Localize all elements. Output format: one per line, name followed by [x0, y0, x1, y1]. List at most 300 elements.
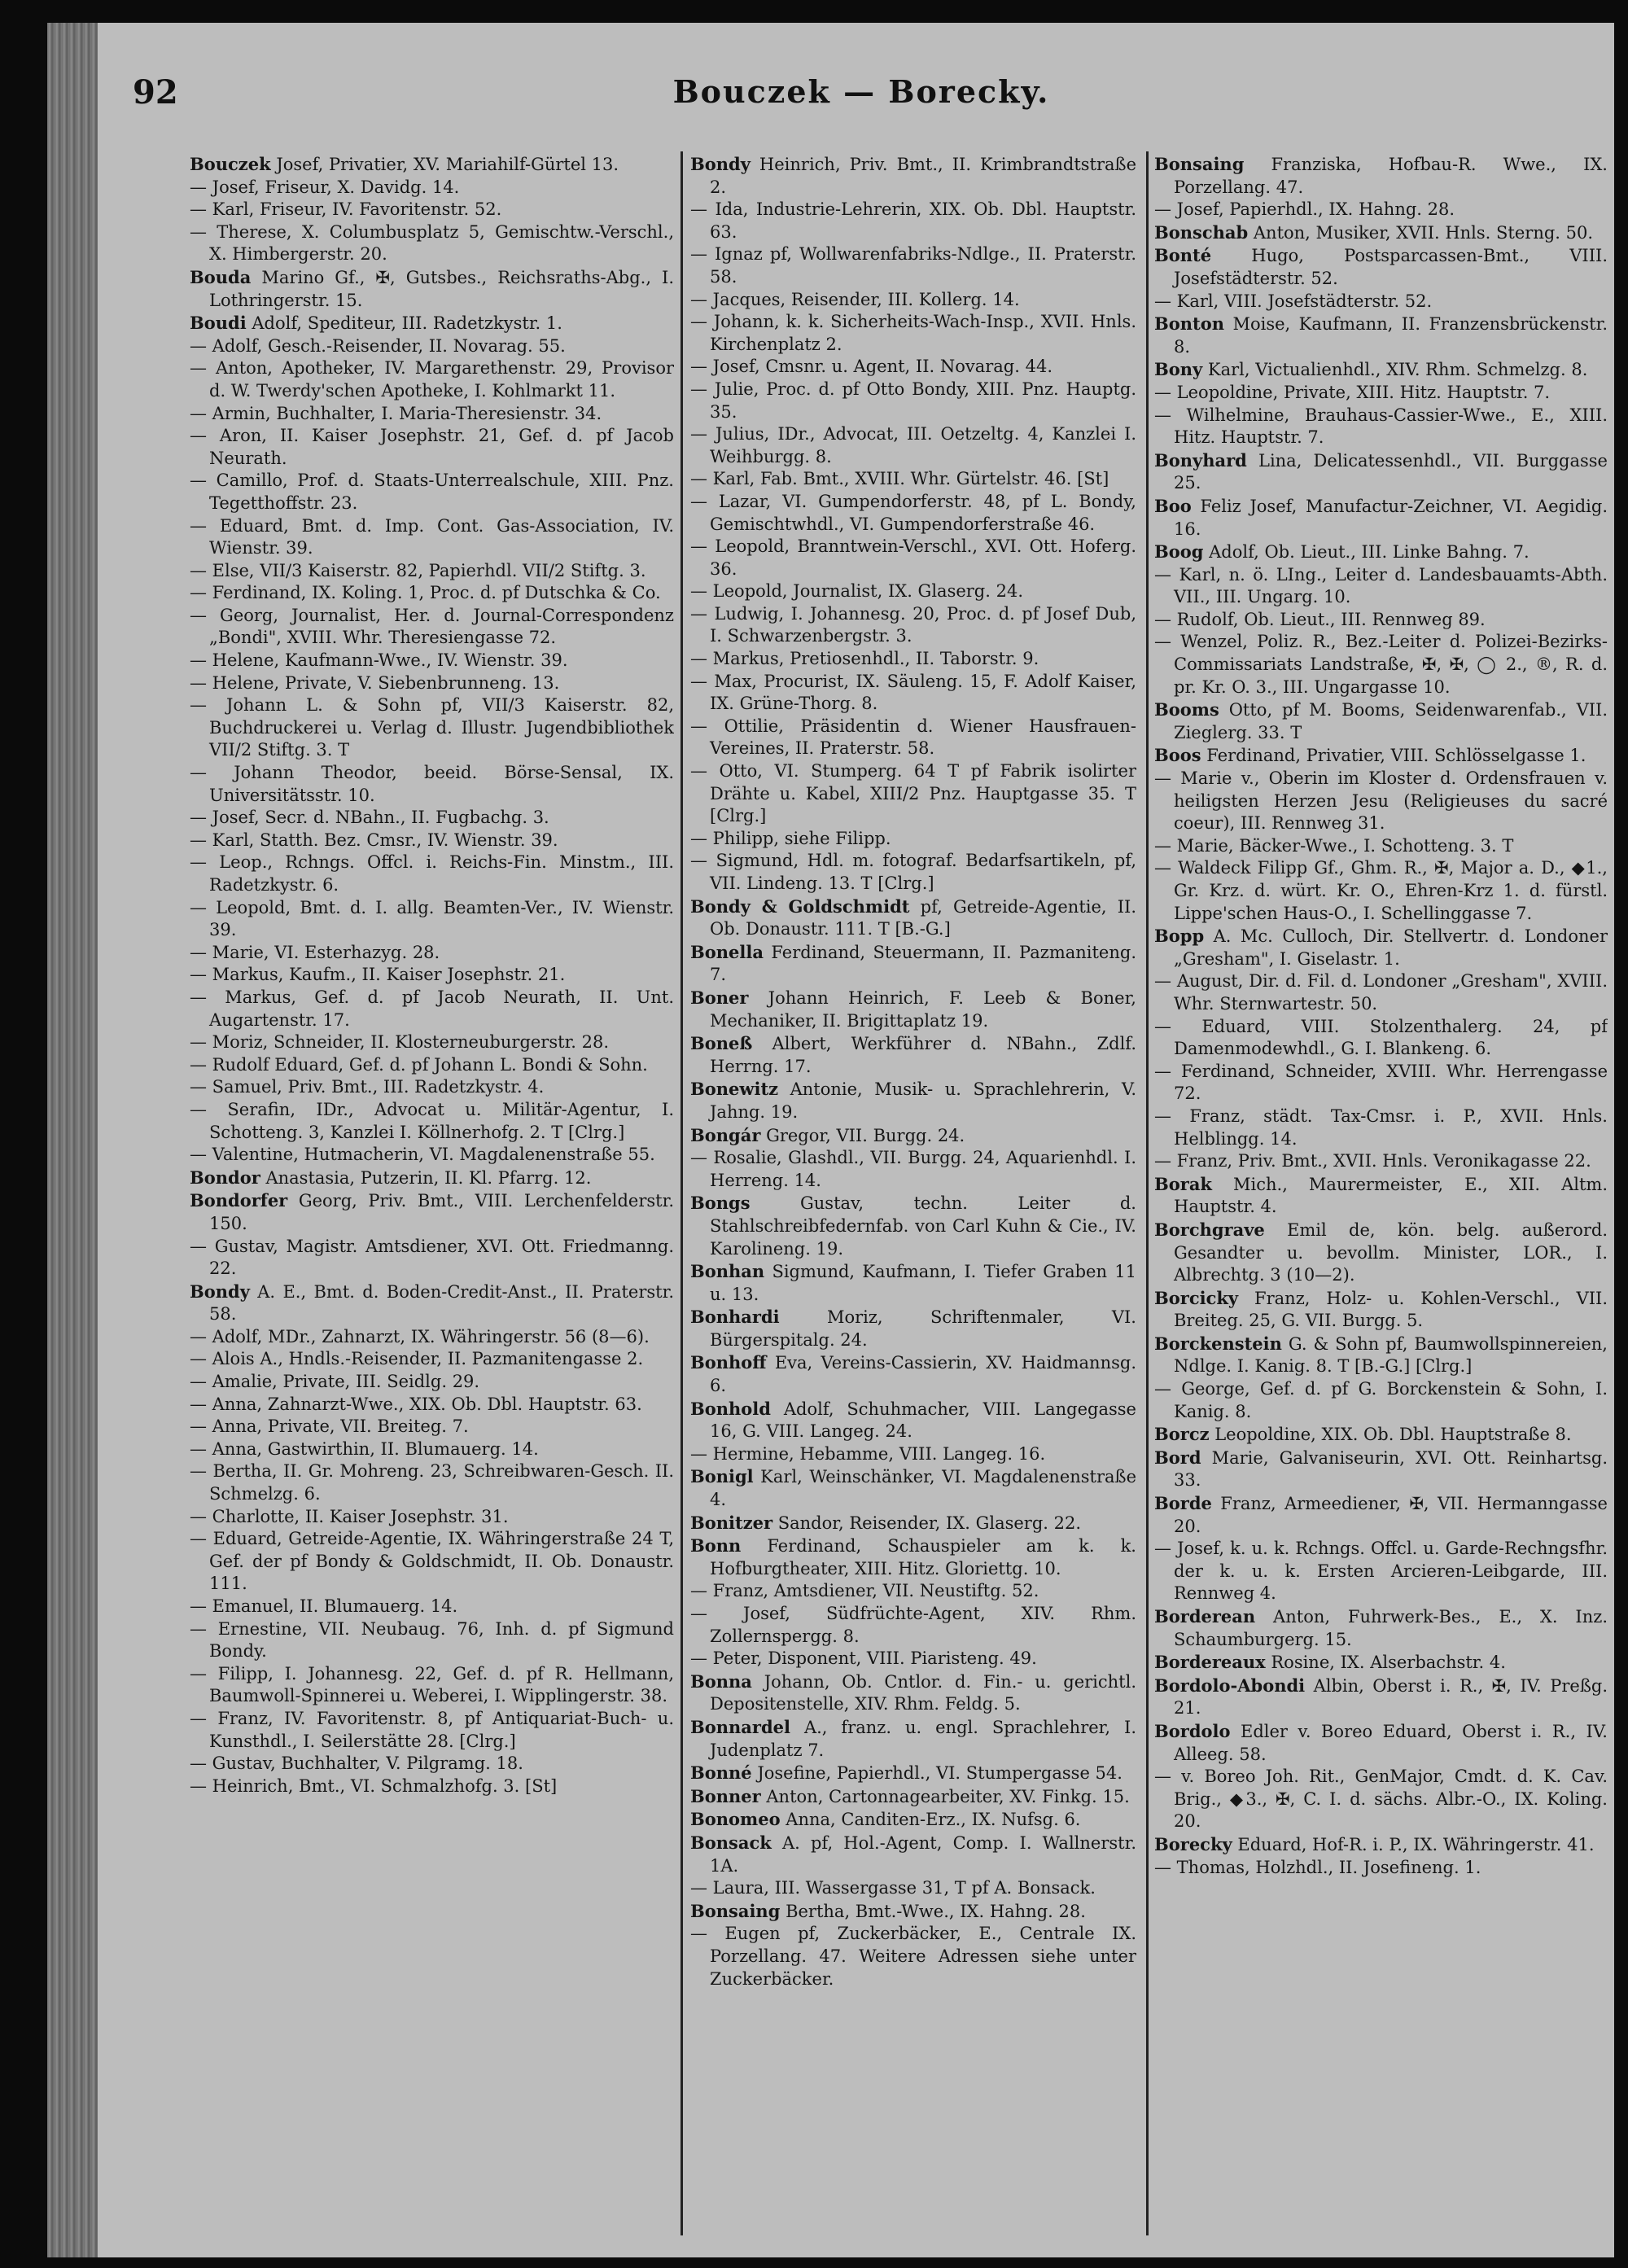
directory-entry	[190, 1775, 674, 1798]
entry-text: pf, Getreide-Agentie, II. Ob. Donaustr. 111. T [B.-G.]	[710, 896, 1136, 939]
column-rule	[681, 151, 683, 2235]
entry-surname: Bordolo	[1154, 1720, 1231, 1741]
directory-entry	[690, 716, 1136, 760]
directory-entry	[190, 515, 674, 560]
entry-text: — Valentine, Hutmacherin, VI. Magdalenenstraße 55.	[190, 1145, 655, 1165]
directory-entry	[690, 1785, 1136, 1809]
entry-text: — Markus, Gef. d. pf Jacob Neurath, II. Unt. Augartenstr. 17.	[190, 987, 674, 1030]
directory-entry	[1154, 744, 1608, 768]
directory-entry	[690, 1900, 1136, 1924]
entry-text: — Markus, Pretiosenhdl., II. Taborstr. 9.	[690, 649, 1039, 669]
entry-text: — Franz, IV. Favoritenstr. 8, pf Antiquariat-Buch- u. Kunsthdl., I. Seilerstätte 28. [Clrg.]	[190, 1708, 674, 1751]
entry-surname: Bonella	[690, 941, 764, 962]
directory-entry	[1154, 382, 1608, 405]
directory-entry	[1154, 1173, 1608, 1219]
entry-surname: Bordereaux	[1154, 1652, 1266, 1673]
entry-surname: Borak	[1154, 1173, 1212, 1194]
entry-text: — v. Boreo Joh. Rit., GenMajor, Cmdt. d. K. Cav. Brig., ◆3., ✠, C. I. d. sächs. Albr.-O., IX. Koling. 20.	[1154, 1767, 1608, 1832]
directory-entry	[690, 1512, 1136, 1535]
entry-surname: Borecky	[1154, 1833, 1232, 1854]
entry-text: Hugo, Postsparcassen-Bmt., VIII. Josefstädterstr. 52.	[1174, 246, 1608, 288]
entry-surname: Borchgrave	[1154, 1219, 1265, 1240]
entry-text: — Karl, Fab. Bmt., XVIII. Whr. Gürtelstr. 46. [St]	[690, 469, 1109, 489]
directory-entry	[190, 897, 674, 942]
directory-entry	[690, 895, 1136, 941]
entry-surname: Bonna	[690, 1670, 752, 1692]
directory-entry	[190, 1708, 674, 1753]
entry-text: Antonie, Musik- u. Sprachlehrerin, V. Jahng. 19.	[710, 1079, 1136, 1122]
entry-text: — August, Dir. d. Fil. d. Londoner „Gresham", XVIII. Whr. Sternwartestr. 50.	[1154, 971, 1608, 1014]
entry-text: Johann, Ob. Cntlor. d. Fin.- u. gerichtl. Depositenstelle, XIV. Rhm. Feldg. 5.	[710, 1671, 1136, 1714]
directory-entry	[1154, 1106, 1608, 1150]
entry-text: — Marie, Bäcker-Wwe., I. Schotteng. 3. T	[1154, 835, 1514, 856]
entry-surname: Bondy	[190, 1281, 250, 1302]
entry-text: — Charlotte, II. Kaiser Josephstr. 31.	[190, 1506, 509, 1526]
directory-entry	[190, 1618, 674, 1663]
directory-entry	[1154, 609, 1608, 632]
directory-entry	[690, 1832, 1136, 1877]
directory-entry	[690, 1603, 1136, 1648]
entry-text: — Ernestine, VII. Neubaug. 76, Inh. d. pf Sigmund Bondy.	[190, 1618, 674, 1662]
entry-text: — Marie v., Oberin im Kloster d. Ordensfrauen v. heiligsten Herzen Jesu (Religieuses du sacré coeur), III. Rennweg 31.	[1154, 768, 1608, 834]
entry-surname: Bonomeo	[690, 1809, 781, 1830]
entry-text: — Aron, II. Kaiser Josephstr. 21, Gef. d. pf Jacob Neurath.	[190, 426, 674, 468]
entry-text: — Helene, Kaufmann-Wwe., IV. Wienstr. 39.	[190, 650, 568, 671]
entry-text: Karl, Weinschänker, VI. Magdalenenstraße 4.	[710, 1467, 1136, 1510]
directory-entry	[190, 1099, 674, 1144]
column-rule	[1146, 151, 1149, 2235]
entry-text: — Karl, n. ö. LIng., Leiter d. Landesbauamts-Abth. VII., III. Ungarg. 10.	[1154, 564, 1608, 607]
directory-entry	[690, 199, 1136, 243]
entry-surname: Bonnardel	[690, 1716, 790, 1737]
directory-entry	[190, 650, 674, 672]
directory-entry	[190, 582, 674, 605]
directory-entry	[690, 1648, 1136, 1670]
entry-text: Ferdinand, Privatier, VIII. Schlösselgasse 1.	[1201, 746, 1586, 766]
entry-surname: Bongs	[690, 1193, 751, 1214]
directory-entry	[190, 830, 674, 852]
entry-surname: Boneß	[690, 1033, 753, 1054]
entry-text: — Moriz, Schneider, II. Klosterneuburgerstr. 28.	[190, 1032, 610, 1053]
directory-entry	[1154, 221, 1608, 245]
directory-entry	[690, 1351, 1136, 1397]
entry-surname: Boo	[1154, 495, 1192, 516]
entry-text: — Jacques, Reisender, III. Kollerg. 14.	[690, 289, 1020, 309]
entry-text: — Eugen pf, Zuckerbäcker, E., Centrale IX. Porzellang. 47. Weitere Adressen siehe unter Zuckerbäcker.	[690, 1924, 1136, 1989]
entry-text: — Adolf, Gesch.-Reisender, II. Novarag. 55.	[190, 335, 566, 356]
entry-surname: Bopp	[1154, 926, 1205, 947]
entry-surname: Bonhold	[690, 1398, 771, 1419]
entry-text: Anton, Musiker, XVII. Hnls. Sterng. 50.	[1248, 222, 1594, 243]
directory-entry	[1154, 449, 1608, 495]
directory-entry	[190, 177, 674, 199]
directory-entry	[690, 356, 1136, 379]
entry-surname: Bondorfer	[190, 1190, 288, 1211]
entry-text: — Emanuel, II. Blumauerg. 14.	[190, 1596, 458, 1616]
entry-text: — Samuel, Priv. Bmt., III. Radetzkystr. 4.	[190, 1077, 545, 1097]
entry-surname: Borderean	[1154, 1606, 1256, 1627]
entry-text: Sandor, Reisender, IX. Glaserg. 22.	[772, 1513, 1082, 1533]
entry-text: — Ferdinand, IX. Koling. 1, Proc. d. pf Dutschka & Co.	[190, 583, 661, 603]
directory-entry	[690, 1465, 1136, 1511]
directory-entry	[1154, 1766, 1608, 1833]
directory-entry	[190, 560, 674, 583]
entry-text: — Hermine, Hebamme, VIII. Langeg. 16.	[690, 1443, 1046, 1464]
entry-surname: Bonsaing	[1154, 154, 1245, 174]
directory-entry	[690, 1670, 1136, 1716]
entry-text: G. & Sohn pf, Baumwollspinnereien, Ndlge. I. Kanig. 8. T [B.-G.] [Clrg.]	[1174, 1333, 1608, 1377]
entry-surname: Borde	[1154, 1493, 1212, 1514]
directory-entry	[690, 289, 1136, 312]
entry-text: Ferdinand, Schauspieler am k. k. Hofburgtheater, XIII. Hitz. Gloriettg. 10.	[710, 1536, 1136, 1578]
directory-entry	[1154, 1605, 1608, 1651]
directory-entry	[1154, 1016, 1608, 1061]
entry-text: — Serafin, IDr., Advocat u. Militär-Agentur, I. Schotteng. 3, Kanzlei I. Köllnerhofg. 2. T [Clrg.]	[190, 1099, 674, 1142]
directory-entry	[190, 964, 674, 987]
entry-text: Leopoldine, XIX. Ob. Dbl. Hauptstraße 8.	[1209, 1425, 1572, 1445]
directory-entry	[690, 311, 1136, 356]
entry-text: Albert, Werkführer d. NBahn., Zdlf. Herrng. 17.	[710, 1034, 1136, 1076]
directory-entry	[190, 1528, 674, 1596]
page-header	[133, 73, 1590, 130]
entry-text: — Ignaz pf, Wollwarenfabriks-Ndlge., II. Praterstr. 58.	[690, 244, 1136, 287]
entry-text: — Julius, IDr., Advocat, III. Oetzeltg. 4, Kanzlei I. Weihburgg. 8.	[690, 424, 1136, 466]
entry-text: — Eduard, VIII. Stolzenthalerg. 24, pf Damenmodewhdl., G. I. Blankeng. 6.	[1154, 1016, 1608, 1059]
directory-entry	[690, 1808, 1136, 1832]
directory-entry	[1154, 1675, 1608, 1720]
entry-text: — Johann L. & Sohn pf, VII/3 Kaiserstr. 82, Buchdruckerei u. Verlag d. Illustr. Jugendbibliothek VII/2 Stiftg. 3. T	[190, 695, 674, 760]
directory-entry	[190, 153, 674, 177]
entry-text: — Thomas, Holzhdl., II. Josefineng. 1.	[1154, 1857, 1481, 1877]
directory-entry	[190, 312, 674, 335]
directory-entry	[190, 357, 674, 402]
entry-text: — Lazar, VI. Gumpendorferstr. 48, pf L. Bondy, Gemischtwhdl., VI. Gumpendorferstraße 46.	[690, 491, 1136, 534]
entry-text: Karl, Victualienhdl., XIV. Rhm. Schmelzg. 8.	[1202, 360, 1588, 380]
directory-entry	[190, 335, 674, 358]
directory-entry	[1154, 1857, 1608, 1880]
entry-surname: Bonigl	[690, 1466, 754, 1487]
entry-surname: Borcz	[1154, 1424, 1210, 1445]
directory-entry	[190, 1371, 674, 1394]
entry-text: — Adolf, MDr., Zahnarzt, IX. Währingerstr. 56 (8—6).	[190, 1326, 650, 1346]
entry-text: — Else, VII/3 Kaiserstr. 82, Papierhdl. VII/2 Stiftg. 3.	[190, 560, 646, 580]
entry-text: — Johann, k. k. Sicherheits-Wach-Insp., XVII. Hnls. Kirchenplatz 2.	[690, 312, 1136, 354]
entry-surname: Bonyhard	[1154, 449, 1247, 471]
directory-entry	[1154, 970, 1608, 1015]
entry-surname: Boudi	[190, 313, 247, 334]
entry-text: — George, Gef. d. pf G. Borckenstein & Sohn, I. Kanig. 8.	[1154, 1379, 1608, 1421]
directory-entry	[190, 672, 674, 695]
directory-entry	[690, 1306, 1136, 1351]
entry-text: — Leopoldine, Private, XIII. Hitz. Hauptstr. 7.	[1154, 382, 1551, 402]
directory-entry	[1154, 1378, 1608, 1423]
entry-text: — Anna, Gastwirthin, II. Blumauerg. 14.	[190, 1438, 539, 1459]
directory-entry	[1154, 495, 1608, 541]
entry-text: — Max, Procurist, IX. Säuleng. 15, F. Adolf Kaiser, IX. Grüne-Thorg. 8.	[690, 671, 1136, 714]
entry-text: Adolf, Ob. Lieut., III. Linke Bahng. 7.	[1203, 542, 1530, 563]
entry-surname: Bonn	[690, 1535, 742, 1557]
directory-entry	[690, 423, 1136, 468]
directory-entry	[1154, 1651, 1608, 1675]
entry-text: Moise, Kaufmann, II. Franzensbrückenstr. 8.	[1174, 314, 1608, 357]
entry-text: — Eduard, Bmt. d. Imp. Cont. Gas-Association, IV. Wienstr. 39.	[190, 515, 674, 558]
entry-surname: Boner	[690, 987, 749, 1008]
entry-text: Bertha, Bmt.-Wwe., IX. Hahng. 28.	[780, 1901, 1086, 1921]
entry-surname: Bonhan	[690, 1261, 765, 1282]
entry-text: — Therese, X. Columbusplatz 5, Gemischtw.-Verschl., X. Himbergerstr. 20.	[190, 221, 674, 265]
directory-entry	[1154, 1219, 1608, 1287]
directory-entry	[1154, 835, 1608, 858]
entry-text: — Heinrich, Bmt., VI. Schmalzhofg. 3. [St]	[190, 1775, 558, 1796]
entry-text: — Amalie, Private, III. Seidlg. 29.	[190, 1372, 480, 1392]
entry-surname: Bonsack	[690, 1832, 772, 1853]
directory-entry	[690, 491, 1136, 536]
directory-entry	[690, 1877, 1136, 1900]
directory-entry	[1154, 1538, 1608, 1605]
directory-entry	[1154, 1150, 1608, 1173]
entry-text: Moriz, Schriftenmaler, VI. Bürgerspitalg. 24.	[710, 1307, 1136, 1350]
entry-text: — Anna, Zahnarzt-Wwe., XIX. Ob. Dbl. Hauptstr. 63.	[190, 1394, 642, 1414]
entry-surname: Bord	[1154, 1447, 1201, 1468]
directory-entry	[190, 807, 674, 830]
entry-text: — Anton, Apotheker, IV. Margarethenstr. 29, Provisor d. W. Twerdy'schen Apotheke, I. Kohlmarkt 11.	[190, 358, 674, 401]
entry-text: Otto, pf M. Booms, Seidenwarenfab., VII. Zieglerg. 33. T	[1174, 700, 1608, 742]
directory-entry	[690, 1535, 1136, 1580]
book-binding-edge	[47, 23, 98, 2257]
entry-text: — Filipp, I. Johannesg. 22, Gef. d. pf R. Hellmann, Baumwoll-Spinnerei u. Weberei, I. Wipplingerstr. 38.	[190, 1663, 674, 1706]
entry-text: — Karl, Statth. Bez. Cmsr., IV. Wienstr. 39.	[190, 830, 558, 850]
directory-entry	[190, 221, 674, 266]
entry-text: — Rudolf Eduard, Gef. d. pf Johann L. Bondi & Sohn.	[190, 1054, 648, 1075]
entry-surname: Bonné	[690, 1762, 752, 1784]
entry-text: — Ida, Industrie-Lehrerin, XIX. Ob. Dbl. Hauptstr. 63.	[690, 199, 1136, 242]
entry-text: Josefine, Papierhdl., VI. Stumpergasse 54.	[751, 1763, 1123, 1784]
directory-entry	[690, 603, 1136, 648]
directory-entry	[690, 1580, 1136, 1603]
entry-text: — Sigmund, Hdl. m. fotograf. Bedarfsartikeln, pf, VII. Lindeng. 13. T [Clrg.]	[690, 851, 1136, 893]
entry-text: — Peter, Disponent, VIII. Piaristeng. 49.	[690, 1648, 1037, 1669]
entry-text: — Helene, Private, V. Siebenbrunneng. 13.	[190, 672, 560, 693]
directory-entry	[1154, 541, 1608, 564]
directory-entry	[190, 1438, 674, 1461]
entry-text: — Camillo, Prof. d. Staats-Unterrealschule, XIII. Pnz. Tegetthoffstr. 23.	[190, 471, 674, 513]
entry-text: — Wilhelmine, Brauhaus-Cassier-Wwe., E., XIII. Hitz. Hauptstr. 7.	[1154, 405, 1608, 448]
directory-entry	[190, 1348, 674, 1371]
entry-text: — Leopold, Branntwein-Verschl., XVI. Ott. Hoferg. 36.	[690, 536, 1136, 579]
directory-entry	[1154, 1423, 1608, 1447]
entry-text: — Eduard, Getreide-Agentie, IX. Währingerstraße 24 T, Gef. der pf Bondy & Goldschmidt, II. Ob. Donaustr. 111.	[190, 1529, 674, 1594]
entry-surname: Bonton	[1154, 313, 1224, 335]
directory-entry	[190, 1031, 674, 1054]
entry-surname: Bonhardi	[690, 1307, 780, 1328]
entry-surname: Booms	[1154, 699, 1219, 720]
entry-surname: Borcicky	[1154, 1287, 1239, 1308]
entry-text: — Wenzel, Poliz. R., Bez.-Leiter d. Polizei-Bezirks-Commissariats Landstraße, ✠, ✠, ◯ 2., ®, R. d. pr. Kr. O. 3., III. Ungargasse 10.	[1154, 632, 1608, 697]
entry-text: Marino Gf., ✠, Gutsbes., Reichsraths-Abg., I. Lothringerstr. 15.	[209, 267, 674, 310]
entry-text: — Gustav, Magistr. Amtsdiener, XVI. Ott. Friedmanng. 22.	[190, 1236, 674, 1279]
directory-entry	[190, 1460, 674, 1505]
entry-text: — Josef, Südfrüchte-Agent, XIV. Rhm. Zollernspergg. 8.	[690, 1604, 1136, 1646]
entry-text: — Julie, Proc. d. pf Otto Bondy, XIII. Pnz. Hauptg. 35.	[690, 379, 1136, 422]
entry-text: — Josef, Friseur, X. Davidg. 14.	[190, 177, 460, 197]
entry-text: — Josef, Secr. d. NBahn., II. Fugbachg. 3.	[190, 808, 549, 828]
directory-entry	[690, 1078, 1136, 1123]
directory-entry	[690, 760, 1136, 828]
entry-text: Georg, Priv. Bmt., VIII. Lerchenfelderstr. 150.	[209, 1191, 674, 1233]
directory-entry	[690, 648, 1136, 671]
entry-text: A., franz. u. engl. Sprachlehrer, I. Judenplatz 7.	[710, 1717, 1136, 1760]
entry-text: — Josef, k. u. k. Rchngs. Offcl. u. Garde-Rechngsfhr. der k. u. k. Ersten Arcieren-Leibgarde, III. Rennweg 4.	[1154, 1539, 1608, 1604]
directory-entry	[690, 1762, 1136, 1785]
directory-entry	[1154, 925, 1608, 970]
entry-text: — Philipp, siehe Filipp.	[690, 828, 891, 848]
directory-page	[47, 23, 1614, 2257]
entry-text: A. E., Bmt. d. Boden-Credit-Anst., II. Praterstr. 58.	[209, 1281, 674, 1324]
directory-entry	[1154, 313, 1608, 358]
entry-surname: Bonsaing	[690, 1900, 781, 1921]
entry-surname: Boos	[1154, 745, 1201, 766]
directory-entry	[690, 1192, 1136, 1260]
directory-entry	[1154, 199, 1608, 221]
entry-surname: Bondor	[190, 1167, 260, 1188]
entry-text: — Franz, Amtsdiener, VII. Neustiftg. 52.	[690, 1581, 1039, 1601]
directory-entry	[690, 153, 1136, 199]
entry-text: Anastasia, Putzerin, II. Kl. Pfarrg. 12.	[260, 1167, 592, 1188]
entry-text: Anton, Cartonnagearbeiter, XV. Finkg. 15.	[760, 1786, 1130, 1806]
entry-text: Franz, Armeediener, ✠, VII. Hermanngasse 20.	[1174, 1494, 1608, 1536]
entry-text: — Anna, Private, VII. Breiteg. 7.	[190, 1416, 469, 1437]
entry-text: — Karl, Friseur, IV. Favoritenstr. 52.	[190, 199, 502, 220]
entry-text: — Laura, III. Wassergasse 31, T pf A. Bonsack.	[690, 1878, 1096, 1898]
entry-text: Anna, Canditen-Erz., IX. Nufsg. 6.	[780, 1810, 1081, 1830]
directory-entry	[190, 1054, 674, 1077]
entry-text: Adolf, Spediteur, III. Radetzkystr. 1.	[246, 313, 562, 334]
directory-entry	[190, 470, 674, 514]
entry-surname: Bondy	[690, 154, 751, 174]
column-right	[1154, 153, 1608, 2237]
directory-entry	[690, 1716, 1136, 1762]
entry-surname: Bordolo-Abondi	[1154, 1675, 1306, 1696]
entry-surname: Bonitzer	[690, 1512, 773, 1533]
entry-text: — Leop., Rchngs. Offcl. i. Reichs-Fin. Minstm., III. Radetzkystr. 6.	[190, 852, 674, 895]
directory-entry	[690, 941, 1136, 987]
directory-entry	[690, 987, 1136, 1032]
entry-text: — Karl, VIII. Josefstädterstr. 52.	[1154, 291, 1433, 311]
entry-text: — Johann Theodor, beeid. Börse-Sensal, IX. Universitätsstr. 10.	[190, 763, 674, 805]
entry-text: Ferdinand, Steuermann, II. Pazmaniteng. 7.	[710, 942, 1136, 985]
entry-surname: Bondy & Goldschmidt	[690, 895, 910, 917]
entry-text: Franziska, Hofbau-R. Wwe., IX. Porzellang. 47.	[1174, 155, 1608, 197]
directory-entry	[190, 425, 674, 470]
directory-entry	[190, 987, 674, 1031]
entry-text: — Armin, Buchhalter, I. Maria-Theresienstr. 34.	[190, 403, 602, 423]
entry-text: — Gustav, Buchhalter, V. Pilgramg. 18.	[190, 1754, 523, 1774]
directory-entry	[190, 852, 674, 896]
entry-text: — Otto, VI. Stumperg. 64 T pf Fabrik isolirter Drähte u. Kabel, XIII/2 Pnz. Hauptgasse 35. T [Clrg.]	[690, 761, 1136, 826]
entry-text: Sigmund, Kaufmann, I. Tiefer Graben 11 u. 13.	[710, 1262, 1136, 1304]
entry-text: Marie, Galvaniseurin, XVI. Ott. Reinhartsg. 33.	[1174, 1447, 1608, 1491]
column-left	[190, 153, 674, 2237]
entry-text: Mich., Maurermeister, E., XII. Altm. Hauptstr. 4.	[1174, 1174, 1608, 1217]
entry-text: Emil de, kön. belg. außerord. Gesandter u. bevollm. Minister, LOR., I. Albrechtg. 3 (10—2).	[1174, 1219, 1608, 1285]
directory-entry	[190, 266, 674, 312]
entry-text: Lina, Delicatessenhdl., VII. Burggasse 25.	[1174, 450, 1608, 493]
directory-entry	[690, 850, 1136, 895]
directory-entry	[1154, 1492, 1608, 1538]
directory-entry	[1154, 1720, 1608, 1766]
entry-text: Eva, Vereins-Cassierin, XV. Haidmannsg. 6.	[710, 1353, 1136, 1396]
entry-text: — Marie, VI. Esterhazyg. 28.	[190, 942, 440, 962]
entry-text: — Leopold, Journalist, IX. Glaserg. 24.	[690, 581, 1023, 602]
entry-text: — Ottilie, Präsidentin d. Wiener Hausfrauen-Vereines, II. Praterstr. 58.	[690, 716, 1136, 759]
entry-text: — Franz, Priv. Bmt., XVII. Hnls. Veronikagasse 22.	[1154, 1151, 1591, 1171]
directory-entry	[1154, 564, 1608, 609]
directory-entry	[1154, 768, 1608, 835]
entry-text: Rosine, IX. Alserbachstr. 4.	[1265, 1653, 1506, 1673]
directory-entry	[1154, 1447, 1608, 1492]
directory-entry	[690, 828, 1136, 851]
entry-text: — Ferdinand, Schneider, XVIII. Whr. Herrengasse 72.	[1154, 1061, 1608, 1104]
directory-entry	[190, 1076, 674, 1099]
directory-entry	[1154, 291, 1608, 313]
column-middle	[690, 153, 1136, 2237]
entry-text: Adolf, Schuhmacher, VIII. Langegasse 16, G. VIII. Langeg. 24.	[710, 1399, 1136, 1442]
entry-surname: Boog	[1154, 541, 1204, 563]
entry-text: A. Mc. Culloch, Dir. Stellvertr. d. Londoner „Gresham", I. Giselastr. 1.	[1174, 926, 1608, 969]
directory-entry	[1154, 1287, 1608, 1333]
directory-entry	[690, 243, 1136, 288]
entry-surname: Bony	[1154, 359, 1203, 380]
entry-text: Gregor, VII. Burgg. 24.	[760, 1125, 965, 1145]
directory-entry	[690, 1032, 1136, 1078]
directory-entry	[1154, 698, 1608, 744]
directory-entry	[690, 580, 1136, 603]
directory-entry	[1154, 244, 1608, 290]
directory-entry	[190, 1416, 674, 1438]
entry-text: Franz, Holz- u. Kohlen-Verschl., VII. Breiteg. 25, G. VII. Burgg. 5.	[1174, 1288, 1608, 1331]
directory-entry	[690, 468, 1136, 491]
entry-text: — Josef, Papierhdl., IX. Hahng. 28.	[1154, 199, 1455, 220]
entry-text: — Franz, städt. Tax-Cmsr. i. P., XVII. Hnls. Helblingg. 14.	[1154, 1106, 1608, 1149]
entry-surname: Bouczek	[190, 154, 271, 174]
entry-text: — Rudolf, Ob. Lieut., III. Rennweg 89.	[1154, 609, 1486, 629]
directory-entry	[190, 199, 674, 221]
entry-text: — Waldeck Filipp Gf., Ghm. R., ✠, Major a. D., ◆1., Gr. Krz. d. würt. Kr. O., Ehren-Krz 1. d. fürstl. Lippe'schen Haus-O., I. Schellinggasse 7.	[1154, 858, 1608, 923]
directory-entry	[190, 694, 674, 762]
entry-surname: Bonté	[1154, 245, 1212, 266]
directory-entry	[1154, 1833, 1608, 1857]
entry-text: A. pf, Hol.-Agent, Comp. I. Wallnerstr. 1A.	[710, 1832, 1136, 1876]
directory-entry	[190, 1236, 674, 1281]
directory-entry	[690, 1260, 1136, 1306]
directory-entry	[690, 1398, 1136, 1443]
directory-entry	[190, 403, 674, 426]
directory-entry	[190, 1753, 674, 1775]
entry-text: Heinrich, Priv. Bmt., II. Krimbrandtstraße 2.	[710, 155, 1136, 197]
entry-text: — Leopold, Bmt. d. I. allg. Beamten-Ver., IV. Wienstr. 39.	[190, 897, 674, 940]
directory-entry	[1154, 405, 1608, 449]
directory-entry	[690, 1443, 1136, 1466]
directory-entry	[190, 1167, 674, 1190]
directory-entry	[190, 605, 674, 650]
directory-entry	[690, 1147, 1136, 1192]
entry-surname: Bonner	[690, 1785, 761, 1806]
directory-entry	[690, 379, 1136, 423]
entry-text: — Rosalie, Glashdl., VII. Burgg. 24, Aquarienhdl. I. Herreng. 14.	[690, 1148, 1136, 1190]
directory-entry	[690, 671, 1136, 716]
directory-entry	[690, 536, 1136, 580]
entry-text: Johann Heinrich, F. Leeb & Boner, Mechaniker, II. Brigittaplatz 19.	[710, 987, 1136, 1031]
